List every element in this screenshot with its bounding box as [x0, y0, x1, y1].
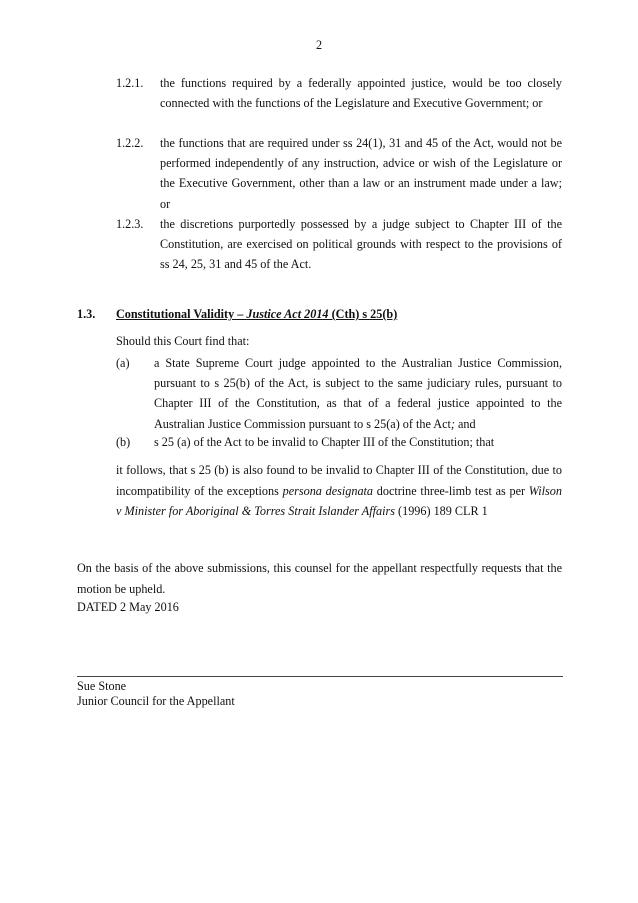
signature-line — [77, 676, 563, 677]
subitem-1-2-2 — [116, 133, 562, 214]
claim-text-main: s 25 (a) of the Act to be invalid to Chapter III of the Constitution; that — [154, 435, 495, 449]
conclusion-case-name: Wilson v Minister for Aboriginal & Torres Strait Islander Affairs — [116, 483, 562, 518]
claim-b — [116, 432, 562, 452]
claim-label: (b) — [116, 435, 131, 449]
claim-text-end: and — [454, 416, 476, 431]
conclusion-text-1: it follows, that s 25 (b) is also found to be invalid to Chapter III of the Constitution, due to incompatibility of the exceptions — [116, 463, 562, 498]
subitem-1-2-3 — [116, 214, 562, 275]
conclusion-citation: (1996) 189 CLR 1 — [395, 504, 488, 518]
subitem-number: 1.2.3. — [116, 217, 144, 231]
conclusion-text-2: doctrine three-limb test as per — [373, 483, 529, 498]
claim-text — [154, 432, 562, 452]
claim-label: (a) — [116, 356, 130, 370]
claim-a — [116, 353, 562, 434]
section-number: 1.3. — [77, 307, 96, 321]
signatory-role: Junior Council for the Appellant — [77, 694, 235, 708]
subitem-number: 1.2.1. — [116, 76, 144, 90]
submission-paragraph: On the basis of the above submissions, this counsel for the appellant respectfully requests that the motion be upheld. — [77, 561, 562, 596]
conclusion-paragraph — [116, 460, 562, 522]
signatory-name: Sue Stone — [77, 679, 127, 693]
dated-line: DATED 2 May 2016 — [77, 600, 179, 614]
section-title-act: Justice Act 2014 — [246, 307, 329, 321]
claim-text-main: a State Supreme Court judge appointed to the Australian Justice Commission, pursuant to s 25(b) of the Act, is subject to the same judiciary rules, pursuant to Chapter III of the Constitution, as that of a federal justice appointed to the Australian Justice Commission pursuant to s 25(a) of the Act — [154, 356, 562, 431]
claim-text-italic: ; — [450, 416, 455, 431]
claim-text — [154, 353, 562, 434]
intro-text: Should this Court find that: — [116, 334, 250, 348]
section-title — [116, 307, 397, 321]
page-number: 2 — [315, 38, 323, 52]
subitem-text: the discretions purportedly possessed by a judge subject to Chapter III of the Constitution, are exercised on political grounds with respect to the provisions of ss 24, 25, 31 and 45 of the Act. — [160, 217, 562, 272]
subitem-text: the functions that are required under ss 24(1), 31 and 45 of the Act, would not be performed independently of any instruction, advice or wish of the Legislature or the Executive Government, other than a law or an instrument made under a law; or — [160, 136, 562, 211]
conclusion-doctrine: persona designata — [282, 483, 374, 498]
subitem-text: the functions required by a federally appointed justice, would be too closely connected with the functions of the Legislature and Executive Government; or — [160, 76, 562, 111]
section-title-prefix: Constitutional Validity – — [116, 307, 247, 321]
subitem-1-2-1 — [116, 73, 562, 113]
section-title-suffix: (Cth) s 25(b) — [328, 307, 398, 321]
subitem-number: 1.2.2. — [116, 136, 144, 150]
